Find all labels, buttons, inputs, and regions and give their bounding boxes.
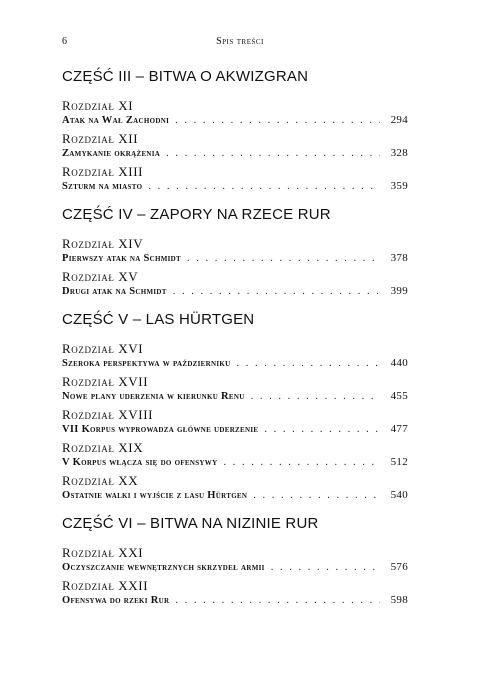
chapter-title: VII Korpus wyprowadza główne uderzenie — [62, 424, 259, 435]
chapter-entry — [62, 560, 408, 575]
chapter-entry — [62, 356, 408, 371]
toc-chapter — [62, 473, 408, 503]
toc-chapter — [62, 440, 408, 470]
toc-part — [62, 68, 408, 194]
chapter-label: Rozdział XIII — [62, 164, 144, 179]
chapter-label: Rozdział XXII — [62, 578, 149, 593]
leader-dots — [271, 561, 380, 575]
leader-dots — [175, 594, 380, 608]
leader-dots — [175, 114, 380, 128]
part-title: CZĘŚĆ V – LAS HÜRTGEN — [62, 311, 255, 328]
leader-dots — [264, 423, 380, 437]
chapter-label: Rozdział XII — [62, 131, 139, 146]
chapter-page: 598 — [390, 594, 408, 606]
chapter-page: 399 — [390, 285, 408, 297]
chapter-page: 512 — [390, 456, 408, 468]
leader-dots — [251, 390, 380, 404]
toc-chapter — [62, 341, 408, 371]
toc-part — [62, 206, 408, 299]
chapter-page: 359 — [390, 180, 408, 192]
leader-dots — [253, 489, 380, 503]
part-title: CZĘŚĆ IV – ZAPORY NA RZECE RUR — [62, 206, 331, 223]
chapter-entry — [62, 389, 408, 404]
running-title: Spis treści — [216, 36, 264, 47]
chapter-title: Szturm na miasto — [62, 181, 143, 192]
chapter-page: 455 — [390, 390, 408, 402]
chapter-page: 440 — [390, 357, 408, 369]
part-title: CZĘŚĆ III – BITWA O AKWIZGRAN — [62, 68, 309, 85]
chapter-label: Rozdział XX — [62, 473, 139, 488]
chapter-page: 540 — [390, 489, 408, 501]
chapter-label: Rozdział XXI — [62, 545, 144, 560]
toc-chapter — [62, 98, 408, 128]
chapter-entry — [62, 146, 408, 161]
chapter-title: Ofensywa do rzeki Rur — [62, 595, 170, 606]
chapter-label: Rozdział XVIII — [62, 407, 154, 422]
leader-dots — [173, 285, 380, 299]
leader-dots — [187, 252, 380, 266]
toc-chapter — [62, 236, 408, 266]
chapter-page: 576 — [390, 561, 408, 573]
chapter-title: Drugi atak na Schmidt — [62, 286, 167, 297]
chapter-title: Atak na Wał Zachodni — [62, 115, 170, 126]
chapter-entry — [62, 422, 408, 437]
leader-dots — [236, 357, 380, 371]
chapter-title: Oczyszczanie wewnętrznych skrzydeł armii — [62, 562, 265, 573]
toc-chapter — [62, 131, 408, 161]
chapter-title: Zamykanie okrążenia — [62, 148, 161, 159]
toc-chapter — [62, 269, 408, 299]
leader-dots — [166, 147, 380, 161]
chapter-label: Rozdział XVII — [62, 374, 149, 389]
table-of-contents — [62, 68, 408, 620]
chapter-page: 294 — [390, 114, 408, 126]
chapter-page: 378 — [390, 252, 408, 264]
toc-chapter — [62, 545, 408, 575]
toc-chapter — [62, 164, 408, 194]
chapter-title: Ostatnie walki i wyjście z lasu Hürtgen — [62, 490, 248, 501]
chapter-entry — [62, 251, 408, 266]
chapter-label: Rozdział XI — [62, 98, 134, 113]
chapter-label: Rozdział XV — [62, 269, 139, 284]
toc-chapter — [62, 578, 408, 608]
chapter-title: V Korpus włącza się do ofensywy — [62, 457, 218, 468]
toc-chapter — [62, 374, 408, 404]
chapter-entry — [62, 593, 408, 608]
chapter-page: 328 — [390, 147, 408, 159]
chapter-label: Rozdział XIV — [62, 236, 144, 251]
toc-part — [62, 311, 408, 503]
chapter-entry — [62, 284, 408, 299]
chapter-title: Nowe plany uderzenia w kierunku Renu — [62, 391, 245, 402]
leader-dots — [148, 180, 380, 194]
chapter-title: Pierwszy atak na Schmidt — [62, 253, 181, 264]
chapter-entry — [62, 488, 408, 503]
chapter-label: Rozdział XVI — [62, 341, 144, 356]
toc-chapter — [62, 407, 408, 437]
part-title: CZĘŚĆ VI – BITWA NA NIZINIE RUR — [62, 515, 319, 532]
chapter-title: Szeroka perspektywa w październiku — [62, 358, 231, 369]
page-header — [62, 36, 418, 50]
chapter-page: 477 — [390, 423, 408, 435]
chapter-entry — [62, 179, 408, 194]
chapter-label: Rozdział XIX — [62, 440, 144, 455]
chapter-entry — [62, 455, 408, 470]
leader-dots — [223, 456, 380, 470]
page-number: 6 — [62, 36, 68, 47]
toc-part — [62, 515, 408, 608]
chapter-entry — [62, 113, 408, 128]
